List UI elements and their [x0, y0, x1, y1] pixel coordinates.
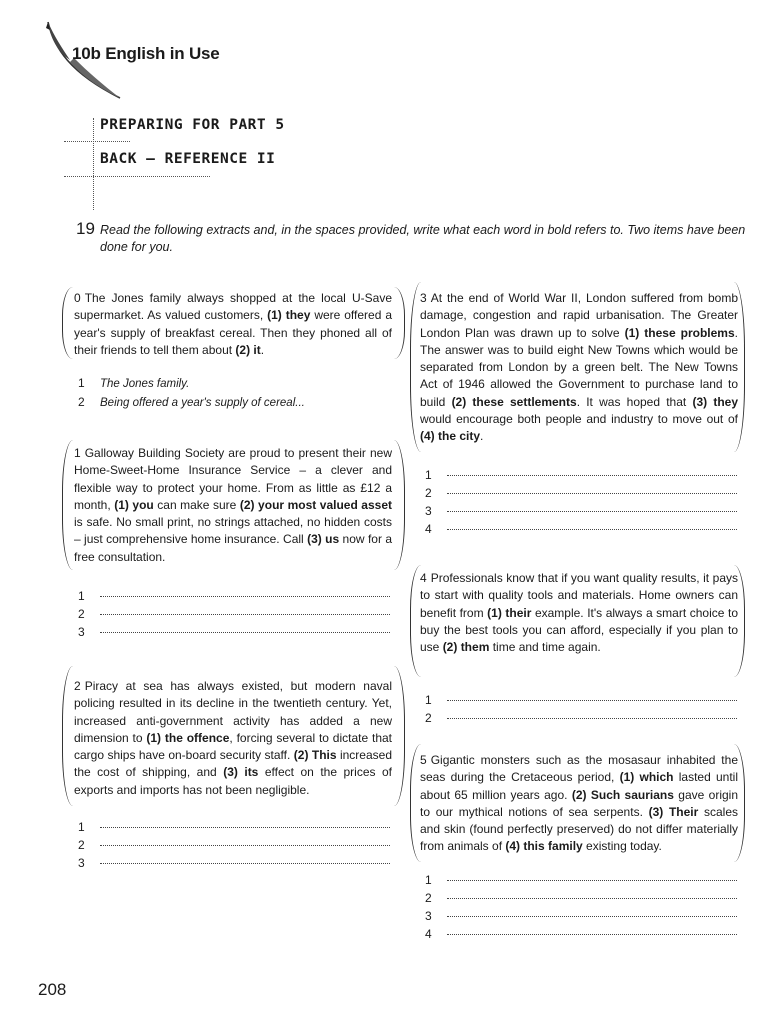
answer-line — [425, 466, 737, 484]
extract-text: would encourage both people and industry to move out of — [420, 412, 738, 427]
extract-1 — [74, 445, 392, 566]
bracket-right — [394, 287, 405, 359]
extract-text: were offered a year's supply of breakfast cereal. Then they phoned all of their friends to tell them about — [74, 308, 392, 357]
answer-number: 4 — [425, 927, 432, 941]
answer-blank[interactable] — [447, 493, 737, 494]
bold-reference: (2) your most valued asset — [239, 497, 393, 512]
extract-text: . — [480, 429, 484, 444]
answer-blank[interactable] — [100, 596, 390, 597]
extract-text: Professionals know that if you want quality results, it pays to start with quality tools and materials. Home owners can benefit from — [420, 571, 738, 620]
extract-text: At the end of World War II, London suffered from bomb damage, congestion and rapid urbanisation. The Greater London Plan was drawn up to solve — [420, 291, 738, 340]
extract-text: gave origin to our mythical notions of sea serpents. — [420, 787, 738, 819]
bold-reference: (1) they — [267, 308, 311, 323]
extract-text: time and time again. — [489, 640, 601, 655]
extract-text: Galloway Building Society are proud to present their new Home-Sweet-Home Insurance Service – a clever and flexible way to protect your home. From as little as £12 a month, — [74, 446, 392, 512]
answer-blank[interactable] — [447, 475, 737, 476]
bold-reference: (1) these problems — [624, 325, 735, 340]
section-subheading: BACK – REFERENCE II — [100, 151, 276, 167]
answer-blank[interactable] — [447, 718, 737, 719]
answer-number: 1 — [425, 468, 432, 482]
answer-number: 3 — [78, 856, 85, 870]
extract-text: existing today. — [582, 839, 662, 854]
page-number: 208 — [38, 980, 67, 999]
extract-text: is safe. No small print, no strings attached, no hidden costs – just comprehensive home insurance. Call — [74, 515, 392, 547]
extract-text: effect on the prices of exports and imports has not been negligible. — [74, 765, 392, 797]
answer-line — [425, 691, 737, 709]
task-instruction: Read the following extracts and, in the spaces provided, write what each word in bold refers to. Two items have been done for you. — [100, 223, 746, 254]
dotted-rule — [64, 141, 130, 142]
bold-reference: (2) it — [235, 342, 261, 357]
extract-text: example. It's always a smart choice to buy the best tools you can afford, especially if you plan to use — [420, 605, 738, 655]
extract-text: lasted until about 65 million years ago. — [420, 770, 738, 802]
bold-reference: (1) their — [487, 605, 532, 620]
answer-blank[interactable] — [447, 511, 737, 512]
extract-number: 5 — [420, 753, 427, 767]
answer-blank[interactable] — [447, 916, 737, 917]
bold-reference: (4) the city — [420, 429, 481, 444]
answer-blank[interactable] — [447, 700, 737, 701]
answer-line — [425, 709, 737, 727]
bold-reference: (2) these settlements — [451, 394, 577, 409]
extract-text: The Jones family always shopped at the local U-Save supermarket. As valued customers, — [74, 291, 392, 323]
extract-5 — [420, 752, 738, 856]
answer-line — [425, 925, 737, 943]
answer-blank[interactable] — [447, 898, 737, 899]
answer-blank[interactable] — [447, 880, 737, 881]
bold-reference: (1) which — [619, 770, 674, 785]
bracket-right — [394, 440, 405, 570]
bold-reference: (2) This — [293, 748, 337, 763]
bold-reference: (3) they — [692, 394, 738, 409]
answer-number: 2 — [425, 486, 432, 500]
bold-reference: (1) you — [114, 497, 154, 512]
task-number: 19 — [76, 219, 95, 238]
answer-line — [78, 623, 390, 641]
answer-blank[interactable] — [100, 614, 390, 615]
answer-number: 1 — [425, 693, 432, 707]
example-answer: Being offered a year's supply of cereal... — [100, 397, 305, 409]
extract-text: . It was hoped that — [576, 394, 693, 409]
bracket-right — [394, 666, 405, 806]
answer-line — [78, 374, 189, 392]
extract-text: scales and skin (found perfectly preserved) do not differ materially from animals of — [420, 804, 738, 854]
bracket-left — [62, 666, 73, 806]
extract-0 — [74, 290, 392, 359]
answer-line — [425, 889, 737, 907]
answer-line — [425, 484, 737, 502]
answer-line — [425, 502, 737, 520]
bold-reference: (3) Their — [648, 804, 699, 819]
dotted-rule — [64, 176, 210, 177]
answer-blank[interactable] — [100, 827, 390, 828]
answer-blank[interactable] — [100, 632, 390, 633]
bold-reference: (4) this family — [505, 839, 583, 854]
extract-number: 2 — [74, 679, 81, 693]
dotted-rule — [93, 118, 94, 210]
bold-reference: (2) Such saurians — [571, 787, 674, 802]
extract-number: 1 — [74, 446, 81, 460]
answer-line — [425, 520, 737, 538]
answer-number: 3 — [425, 504, 432, 518]
answer-line — [78, 393, 305, 411]
answer-line — [78, 854, 390, 872]
bracket-left — [62, 287, 73, 359]
extract-2 — [74, 678, 392, 799]
answer-number: 1 — [78, 589, 85, 603]
bracket-left — [62, 440, 73, 570]
answer-number: 4 — [425, 522, 432, 536]
answer-line — [425, 871, 737, 889]
answer-blank[interactable] — [100, 863, 390, 864]
extract-text: , forcing several to dictate that cargo ships have on-board security staff. — [74, 730, 392, 763]
answer-line — [78, 605, 390, 623]
section-heading: PREPARING FOR PART 5 — [100, 117, 285, 133]
extract-text: can make sure — [153, 497, 240, 512]
answer-blank[interactable] — [100, 845, 390, 846]
extract-text: . The answer was to build eight New Towns which would be separated from London by a green belt. The New Towns Act of 1946 allowed the Government to purchase land to build — [420, 325, 738, 409]
answer-number: 1 — [78, 376, 85, 390]
extract-4 — [420, 570, 738, 656]
answer-blank[interactable] — [447, 934, 737, 935]
answer-number: 2 — [78, 838, 85, 852]
extract-text: Gigantic monsters such as the mosasaur inhabited the seas during the Cretaceous period, — [420, 753, 738, 785]
example-answer: The Jones family. — [100, 378, 190, 390]
answer-number: 1 — [425, 873, 432, 887]
extract-text: Piracy at sea has always existed, but modern naval policing resulted in its decline in the twentieth century. Yet, increased anti-government activity has added a new dimension to — [74, 679, 392, 745]
extract-number: 0 — [74, 291, 81, 305]
extract-text: increased the cost of shipping, and — [74, 748, 393, 780]
answer-number: 2 — [78, 395, 85, 409]
bold-reference: (3) us — [307, 532, 340, 547]
answer-number: 2 — [78, 607, 85, 621]
answer-number: 1 — [78, 820, 85, 834]
extract-3 — [420, 290, 738, 446]
bold-reference: (1) the offence — [146, 730, 230, 745]
answer-line — [425, 907, 737, 925]
answer-blank[interactable] — [447, 529, 737, 530]
bold-reference: (3) its — [223, 765, 259, 780]
answer-line — [78, 818, 390, 836]
answer-line — [78, 836, 390, 854]
answer-number: 2 — [425, 891, 432, 905]
answer-number: 3 — [425, 909, 432, 923]
extract-text: now for a free consultation. — [74, 532, 392, 564]
answer-line — [78, 587, 390, 605]
answer-number: 3 — [78, 625, 85, 639]
bold-reference: (2) them — [442, 640, 490, 655]
extract-number: 4 — [420, 571, 427, 585]
unit-title: 10b English in Use — [72, 44, 220, 63]
answer-number: 2 — [425, 711, 432, 725]
extract-text: . — [260, 342, 265, 357]
extract-number: 3 — [420, 291, 427, 305]
